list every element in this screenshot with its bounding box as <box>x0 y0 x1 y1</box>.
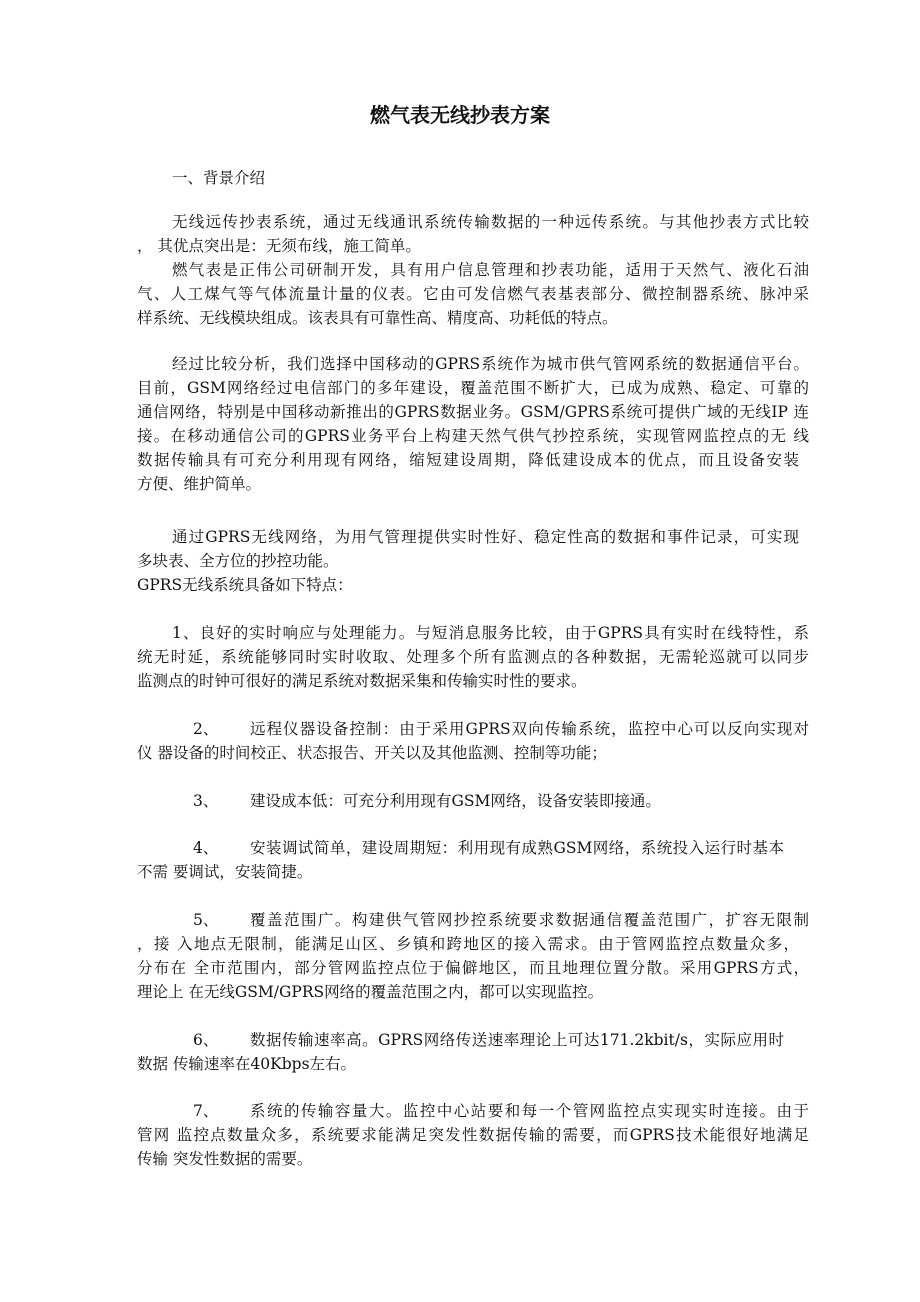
paragraph-line: 样系统、无线模块组成。该表具有可靠性高、精度高、功耗低的特点。 <box>137 309 618 327</box>
paragraph-line: ， 其优点突出是：无须布线，施工简单。 <box>137 237 421 255</box>
list-item-number: 4、 <box>193 839 219 857</box>
list-item-number: 3、 <box>193 792 219 810</box>
paragraph-line: 无线远传抄表系统，通过无线通讯系统传输数据的一种远传系统。与其他抄表方式比较 <box>172 213 809 231</box>
list-item-number: 5、 <box>193 911 219 929</box>
paragraph-line: 数据传输具有可充分利用现有网络，缩短建设周期，降低建设成本的优点，而且设备安装 <box>137 451 799 469</box>
paragraph-line: 经过比较分析，我们选择中国移动的GPRS系统作为城市供气管网系统的数据通信平台。 <box>172 355 809 373</box>
paragraph-line: 目前，GSM网络经过电信部门的多年建设，覆盖范围不断扩大，已成为成熟、稳定、可靠的 <box>137 379 809 397</box>
paragraph-line: 通过GPRS无线网络，为用气管理提供实时性好、稳定性高的数据和事件记录，可实现 <box>172 528 799 546</box>
list-item-line: 管网 监控点数量众多，系统要求能满足突发性数据传输的需要，而GPRS技术能很好地满足 <box>137 1126 809 1144</box>
list-item-line: 传输 突发性数据的需要。 <box>137 1150 313 1168</box>
section-heading: 一、背景介绍 <box>172 169 266 187</box>
list-item-line: 监测点的时钟可很好的满足系统对数据采集和传输实时性的要求。 <box>137 672 587 690</box>
list-item-line: 远程仪器设备控制：由于采用GPRS双向传输系统，监控中心可以反向实现对 <box>250 720 809 738</box>
paragraph-line: 通信网络，特别是中国移动新推出的GPRS数据业务。GSM/GPRS系统可提供广域的无线IP 连 <box>137 403 809 421</box>
paragraph-line: 多块表、全方位的抄控功能。 <box>137 552 339 570</box>
list-item-number: 6、 <box>193 1031 219 1049</box>
paragraph-line: 接。在移动通信公司的GPRS业务平台上构建天然气供气抄控系统，实现管网监控点的无 线 <box>137 427 809 445</box>
paragraph-line: 气、人工煤气等气体流量计量的仪表。它由可发信燃气表基表部分、微控制器系统、脉冲采 <box>137 285 809 303</box>
paragraph-line: 燃气表是正伟公司研制开发，具有用户信息管理和抄表功能，适用于天然气、液化石油 <box>172 261 809 279</box>
list-item-line: 建设成本低：可充分利用现有GSM网络，设备安装即接通。 <box>250 792 661 810</box>
document-title: 燃气表无线抄表方案 <box>370 103 550 127</box>
list-item-line: 安装调试简单，建设周期短：利用现有成熟GSM网络，系统投入运行时基本 <box>250 839 784 857</box>
paragraph-line: GPRS无线系统具备如下特点： <box>137 576 353 594</box>
list-item-number: 2、 <box>193 720 219 738</box>
list-item-line: 统无时延，系统能够同时实时收取、处理多个所有监测点的各种数据，无需轮巡就可以同步 <box>137 648 809 666</box>
list-item-line: 理论上 在无线GSM/GPRS网络的覆盖范围之内，都可以实现监控。 <box>137 983 604 1001</box>
list-item-line: 不需 要调试，安装简捷。 <box>137 863 313 881</box>
list-item-line: 分布在 全市范围内，部分管网监控点位于偏僻地区，而且地理位置分散。采用GPRS方式， <box>137 959 809 977</box>
list-item-line: 覆盖范围广。构建供气管网抄控系统要求数据通信覆盖范围广，扩容无限制 <box>250 911 809 929</box>
list-item-line: 仪 器设备的时间校正、状态报告、开关以及其他监测、控制等功能； <box>137 744 607 762</box>
list-item-line: 数据传输速率高。GPRS网络传送速率理论上可达171.2kbit/s，实际应用时 <box>250 1031 784 1049</box>
list-item-line: 1、良好的实时响应与处理能力。与短消息服务比较，由于GPRS具有实时在线特性，系 <box>172 624 809 642</box>
list-item-line: 数据 传输速率在40Kbps左右。 <box>137 1055 357 1073</box>
list-item-line: 系统的传输容量大。监控中心站要和每一个管网监控点实现实时连接。由于 <box>250 1102 809 1120</box>
list-item-number: 7、 <box>193 1102 219 1120</box>
list-item-line: ，接 入地点无限制，能满足山区、乡镇和跨地区的接入需求。由于管网监控点数量众多， <box>137 935 799 953</box>
paragraph-line: 方便、维护简单。 <box>137 475 262 493</box>
